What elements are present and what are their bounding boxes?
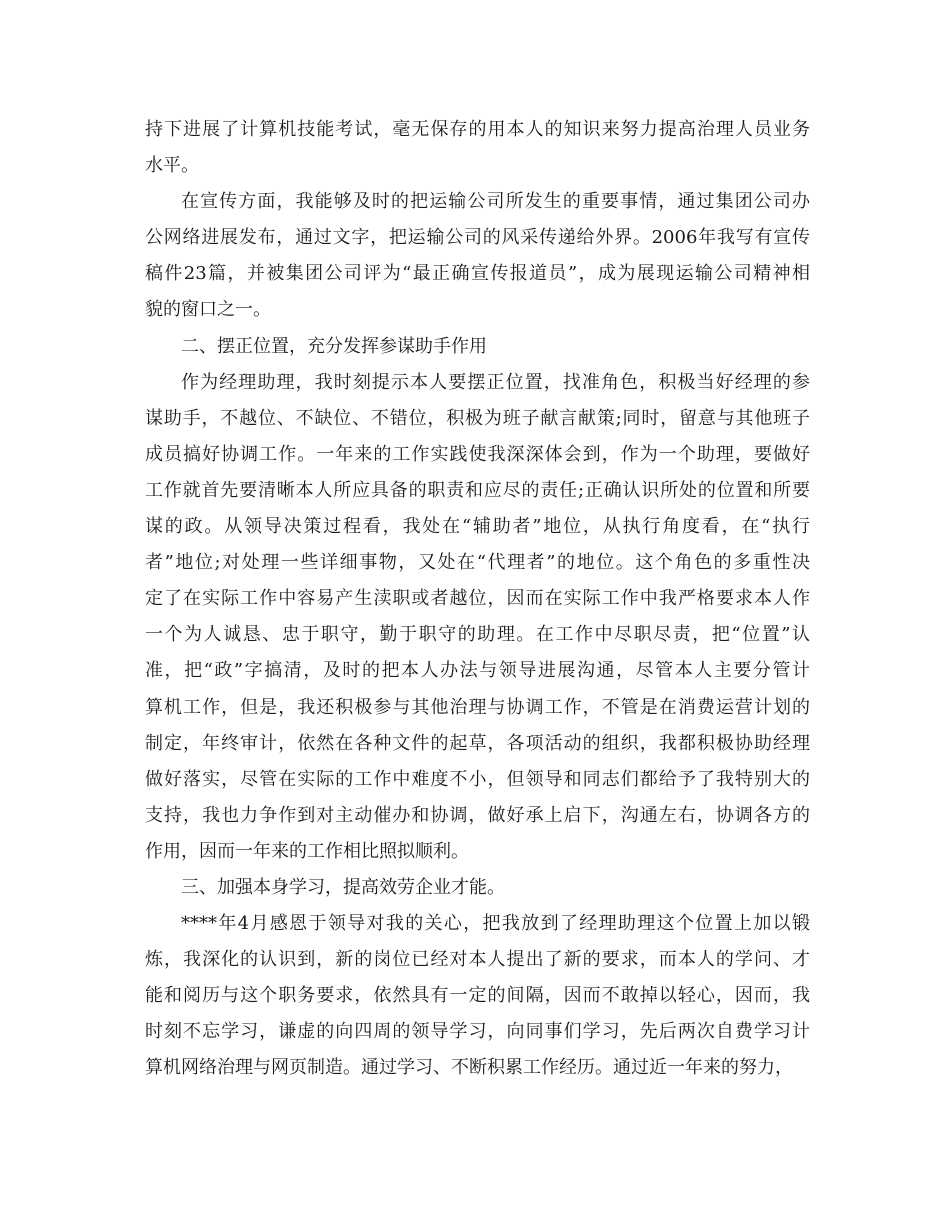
text-line: 作为经理助理，我时刻提示本人要摆正位置，找准角色，积极当好经理的参 — [181, 371, 810, 393]
text-line: 二、摆正位置，充分发挥参谋助手作用 — [181, 335, 487, 357]
text-line: 算机网络治理与网页制造。通过学习、不断积累工作经历。通过近一年来的努力， — [145, 1057, 793, 1079]
text-line: 支持，我也力争作到对主动催办和协调，做好承上启下，沟通左右，协调各方的 — [145, 804, 810, 826]
text-line: 做好落实，尽管在实际的工作中难度不小，但领导和同志们都给予了我特别大的 — [145, 768, 810, 790]
text-line: 稿件23篇，并被集团公司评为“最正确宣传报道员”，成为展现运输公司精神相 — [145, 263, 810, 285]
paragraph-p1 — [145, 112, 810, 184]
document-body — [145, 112, 810, 1087]
text-line: 谋的政。从领导决策过程看，我处在“辅助者”地位，从执行角度看，在“执行 — [145, 516, 810, 538]
text-line: 公网络进展发布，通过文字，把运输公司的风采传递给外界。2006年我写有宣传 — [145, 227, 810, 249]
text-line: 持下进展了计算机技能考试，毫无保存的用本人的知识来努力提高治理人员业务 — [145, 119, 810, 140]
text-line: 工作就首先要清晰本人所应具备的职责和应尽的责任;正确认识所处的位置和所要 — [145, 479, 810, 501]
text-line: 炼，我深化的认识到，新的岗位已经对本人提出了新的要求，而本人的学问、才 — [145, 949, 810, 971]
paragraph-p3 — [145, 329, 810, 365]
text-line: 定了在实际工作中容易产生渎职或者越位，因而在实际工作中我严格要求本人作 — [145, 588, 810, 610]
text-line: 貌的窗口之一。 — [145, 299, 271, 321]
text-line: 算机工作，但是，我还积极参与其他治理与协调工作，不管是在消费运营计划的 — [145, 696, 810, 718]
text-line: 三、加强本身学习，提高效劳企业才能。 — [181, 876, 505, 898]
paragraph-p5 — [145, 870, 810, 906]
text-line: ****年4月感恩于领导对我的关心，把我放到了经理助理这个位置上加以锻 — [181, 913, 810, 935]
text-line: 制定，年终审计，依然在各种文件的起草，各项活动的组织，我都积极协助经理 — [145, 732, 810, 754]
paragraph-p2 — [145, 184, 810, 328]
text-line: 一个为人诚恳、忠于职守，勤于职守的助理。在工作中尽职尽责，把“位置”认 — [145, 624, 810, 646]
text-line: 者”地位;对处理一些详细事物，又处在“代理者”的地位。这个角色的多重性决 — [145, 552, 810, 574]
text-line: 准，把“政”字搞清，及时的把本人办法与领导进展沟通，尽管本人主要分管计 — [145, 660, 810, 682]
text-line: 作用，因而一年来的工作相比照拟顺利。 — [145, 840, 469, 862]
text-line: 成员搞好协调工作。一年来的工作实践使我深深体会到，作为一个助理，要做好 — [145, 443, 810, 465]
text-line: 在宣传方面，我能够及时的把运输公司所发生的重要事情，通过集团公司办 — [181, 191, 810, 213]
paragraph-p4 — [145, 365, 810, 870]
paragraph-p6 — [145, 906, 810, 1086]
text-line: 时刻不忘学习，谦虚的向四周的领导学习，向同事们学习，先后两次自费学习计 — [145, 1021, 810, 1043]
text-line: 能和阅历与这个职务要求，依然具有一定的间隔，因而不敢掉以轻心，因而，我 — [145, 985, 810, 1007]
text-line: 水平。 — [145, 155, 199, 177]
text-line: 谋助手，不越位、不缺位、不错位，积极为班子献言献策;同时，留意与其他班子 — [145, 407, 810, 429]
